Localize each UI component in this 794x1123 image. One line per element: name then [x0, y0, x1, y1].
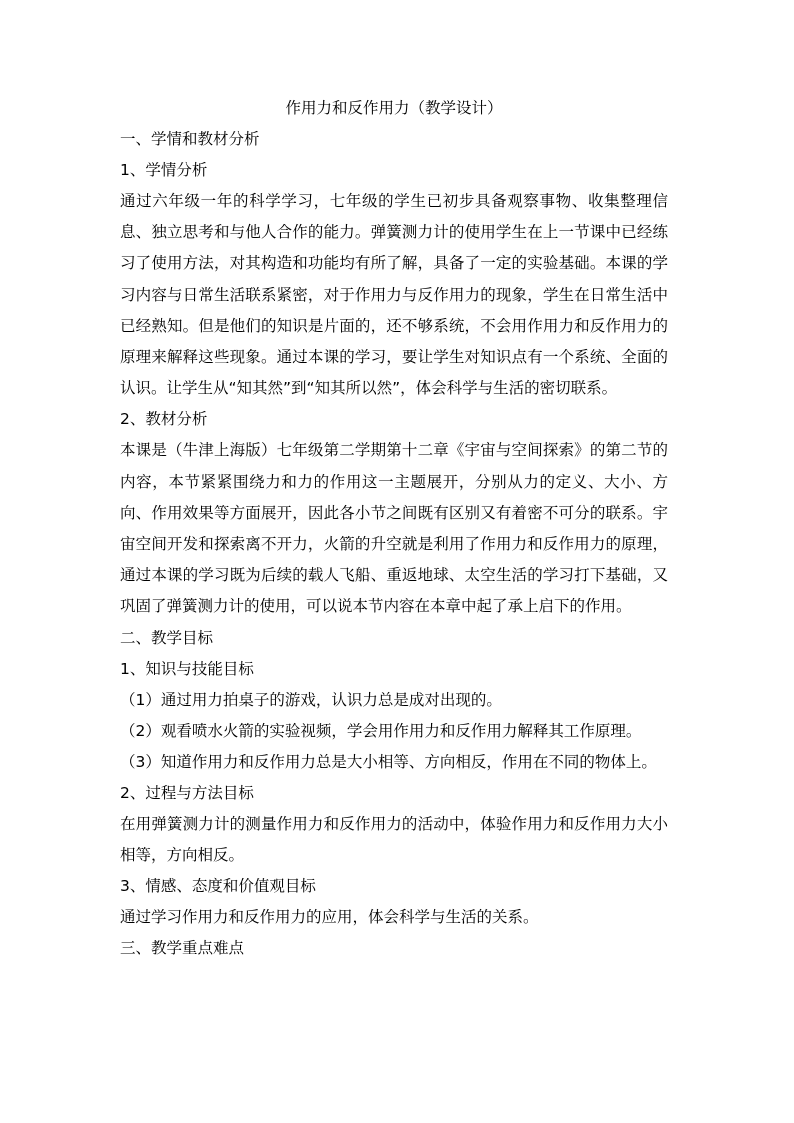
objective-item-1: （1）通过用力拍桌子的游戏，认识力总是成对出现的。 — [120, 690, 502, 709]
subheading-knowledge-objectives: 1、知识与技能目标 — [120, 659, 254, 678]
paragraph-process-objectives: 在用弹簧测力计的测量作用力和反作用力的活动中，体验作用力和反作用力大小相等，方向相反。 — [120, 814, 668, 864]
objective-item-3: （3）知道作用力和反作用力总是大小相等、方向相反，作用在不同的物体上。 — [120, 752, 657, 771]
section-heading-key-points: 三、教学重点难点 — [120, 939, 245, 958]
section-heading-objectives: 二、教学目标 — [120, 628, 214, 647]
subheading-student-analysis: 1、学情分析 — [120, 161, 208, 179]
section-heading-analysis: 一、学情和教材分析 — [120, 130, 260, 148]
subheading-process-objectives: 2、过程与方法目标 — [120, 783, 254, 802]
paragraph-textbook-analysis: 本课是（牛津上海版）七年级第二学期第十二章《宇宙与空间探索》的第二节的内容，本节紧紧围绕力和力的作用这一主题展开，分别从力的定义、大小、方向、作用效果等方面展开，因此各小节之间既有区别又有着密不可分的联系。宇宙空间开发和探索离不开力，火箭的升空就是利用了作用力和反作用力的原理，通过本课的学习既为后续的载人飞船、重返地球、太空生活的学习打下基础，又巩固了弹簧测力计的使用，可以说本节内容在本章中起了承上启下的作用。 — [120, 441, 668, 616]
paragraph-student-analysis: 通过六年级一年的科学学习，七年级的学生已初步具备观察事物、收集整理信息、独立思考和与他人合作的能力。弹簧测力计的使用学生在上一节课中已经练习了使用方法，对其构造和功能均有所了解，具备了一定的实验基础。本课的学习内容与日常生活联系紧密，对于作用力与反作用力的现象，学生在日常生活中已经熟知。但是他们的知识是片面的，还不够系统，不会用作用力和反作用力的原理来解释这些现象。通过本课的学习，要让学生对知识点有一个系统、全面的认识。让学生从“知其然”到“知其所以然”，体会科学与生活的密切联系。 — [120, 192, 668, 398]
objective-item-2: （2）观看喷水火箭的实验视频，学会用作用力和反作用力解释其工作原理。 — [120, 721, 642, 740]
subheading-textbook-analysis: 2、教材分析 — [120, 410, 208, 429]
paragraph-attitude-objectives: 通过学习作用力和反作用力的应用，体会科学与生活的关系。 — [120, 908, 539, 927]
document-title: 作用力和反作用力（教学设计） — [285, 99, 503, 117]
document-page — [120, 93, 668, 964]
subheading-attitude-objectives: 3、情感、态度和价值观目标 — [120, 877, 316, 896]
